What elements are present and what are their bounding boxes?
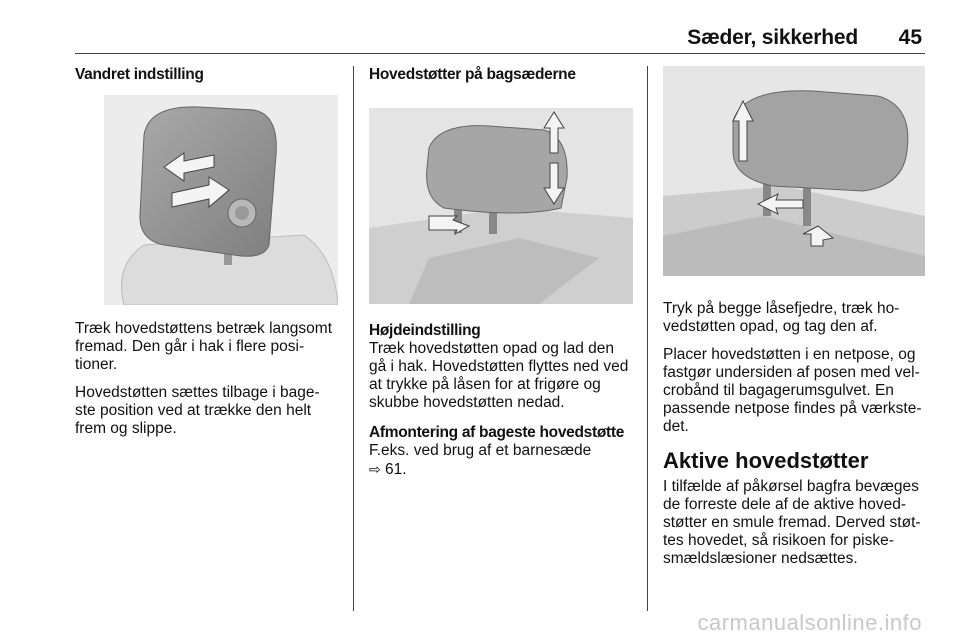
right-p1-line-2: vedstøtten opad, og tag den af. (663, 318, 878, 335)
removal-paragraph (369, 442, 644, 479)
section-title: Sæder, sikkerhed (687, 26, 858, 49)
headrest-removal-illustration (663, 66, 925, 276)
left-p1-line-1: Træk hovedstøttens betræk langsomt (75, 320, 332, 337)
left-text (75, 320, 350, 448)
rear-headrest-illustration (369, 108, 633, 304)
left-p2-line-2: ste position ved at trække den helt (75, 402, 312, 419)
height-adjust-paragraph (369, 340, 644, 412)
headrest-horizontal-illustration (104, 95, 338, 305)
right-p1-line-1: Tryk på begge låsefjedre, træk ho- (663, 300, 900, 317)
right-p2-line-5: det. (663, 418, 689, 435)
header-rule (75, 53, 925, 54)
left-p1-line-3: tioner. (75, 356, 118, 373)
column-divider-left (353, 66, 354, 611)
removal-heading: Afmontering af bageste hovedstøtte (369, 424, 625, 441)
active-headrests-heading: Aktive hovedstøtter (663, 448, 869, 473)
page-ref-icon: ⇨ (369, 461, 381, 477)
figure-headrest-removal (663, 66, 925, 276)
right-p3-line-4: tes hovedet, så risikoen for piske- (663, 532, 894, 549)
left-p1-line-2: fremad. Den går i hak i flere posi- (75, 338, 305, 355)
right-p3-line-3: støtter en smule fremad. Derved støt- (663, 514, 921, 531)
watermark: carmanualsonline.info (697, 610, 922, 635)
left-column (75, 66, 345, 84)
left-paragraph-1 (75, 320, 350, 374)
right-p3-line-5: smældslæsioner nedsættes. (663, 550, 858, 567)
right-p2-line-4: passende netpose findes på værkste- (663, 400, 922, 417)
left-paragraph-2 (75, 384, 350, 438)
column-divider-right (647, 66, 648, 611)
middle-s1-line-2: gå i hak. Hovedstøtten flyttes ned ved (369, 358, 629, 375)
middle-column-heading (369, 66, 639, 84)
right-paragraph-1 (663, 300, 931, 336)
right-paragraph-2 (663, 346, 931, 436)
height-adjust-heading: Højdeindstilling (369, 322, 481, 339)
left-heading: Vandret indstilling (75, 66, 204, 83)
page-ref-link[interactable]: 61. (385, 461, 407, 478)
middle-s1-line-4: skubbe hovedstøtten nedad. (369, 394, 565, 411)
figure-rear-headrest-height (369, 108, 633, 304)
right-p2-line-3: crobånd til bagagerumsgulvet. En (663, 382, 894, 399)
figure-headrest-horizontal (104, 95, 338, 305)
page-number: 45 (898, 26, 922, 49)
right-text (663, 300, 931, 578)
left-p2-line-1: Hovedstøtten sættes tilbage i bage- (75, 384, 320, 401)
right-p2-line-2: fastgør undersiden af posen med vel- (663, 364, 920, 381)
middle-text (369, 322, 644, 489)
middle-heading: Hovedstøtter på bagsæderne (369, 66, 576, 83)
right-paragraph-3 (663, 478, 931, 568)
right-p2-line-1: Placer hovedstøtten i en netpose, og (663, 346, 916, 363)
left-p2-line-3: frem og slippe. (75, 420, 177, 437)
middle-s1-line-1: Træk hovedstøtten opad og lad den (369, 340, 614, 357)
middle-s1-line-3: at trykke på låsen for at frigøre og (369, 376, 601, 393)
right-p3-line-1: I tilfælde af påkørsel bagfra bevæges (663, 478, 919, 495)
right-p3-line-2: de forreste dele af de aktive hoved- (663, 496, 906, 513)
middle-s2-line-1: F.eks. ved brug af et barnesæde (369, 442, 592, 459)
